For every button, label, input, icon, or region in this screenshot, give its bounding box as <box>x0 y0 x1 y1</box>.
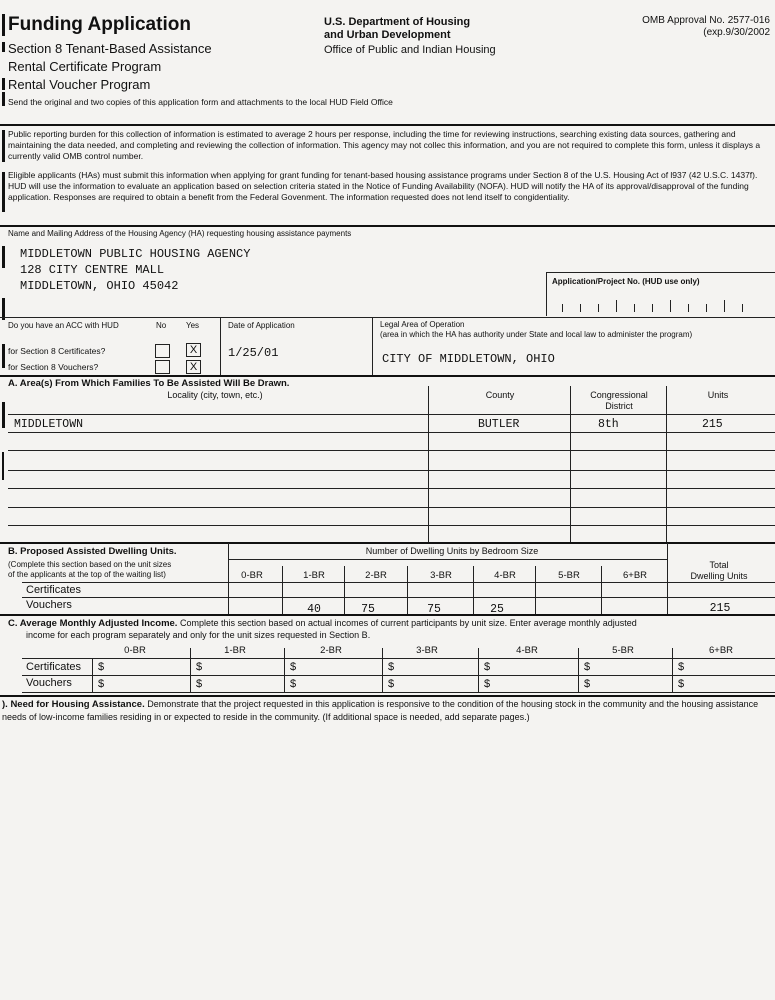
row-line <box>22 582 775 583</box>
vouchers-yes-checkbox[interactable]: X <box>186 360 201 374</box>
eligibility-statement: Eligible applicants (HAs) must submit this information when applying for grant funding for tenant-based housing assistance programs under Section 8 of the U.S. Housing Act of l937 (42 U.S.C. 1437f). HUD will use the information to evaluate an application based on selection criteria stated in the Notice of Funding Availability (NOFA). HUD will notify the HA of its approval/disapproval of the funding application. Responses are required to obtain a benefit from the Federal Govenment. The information requested does not lend itself to congidentiality. <box>8 170 758 202</box>
date-label: Date of Application <box>228 321 295 330</box>
column-divider <box>372 317 373 375</box>
row-line <box>8 432 775 433</box>
column-divider <box>382 648 383 692</box>
b-col-6br: 6+BR <box>622 570 648 581</box>
column-divider <box>407 566 408 614</box>
c-row-certificates: Certificates <box>26 661 82 673</box>
divider <box>0 317 775 318</box>
b-row-certificates: Certificates <box>26 584 82 596</box>
column-divider <box>473 566 474 614</box>
margin-mark <box>2 344 5 368</box>
acc-yes-label: Yes <box>186 321 200 330</box>
row-line <box>22 658 775 659</box>
vouchers-3br[interactable]: 75 <box>427 603 441 616</box>
divider <box>0 225 775 227</box>
column-divider <box>428 386 429 542</box>
locality-header: Locality (city, town, etc.) <box>167 390 263 400</box>
certificates-yes-checkbox[interactable]: X <box>186 343 201 357</box>
row-line <box>22 597 775 598</box>
dwelling-units-header: Number of Dwelling Units by Bedroom Size <box>365 546 539 556</box>
column-divider <box>190 648 191 692</box>
c-cert-6br-currency: $ <box>678 661 685 673</box>
column-divider <box>535 566 536 614</box>
agency-city-state-zip: MIDDLETOWN, OHIO 45042 <box>20 279 179 293</box>
row-line <box>8 470 775 471</box>
b-col-2br: 2-BR <box>365 570 387 581</box>
project-box-border <box>546 272 547 316</box>
vouchers-1br[interactable]: 40 <box>307 603 321 616</box>
margin-mark <box>2 130 5 162</box>
c-vouch-0br-currency: $ <box>98 678 105 690</box>
b-col-3br: 3-BR <box>430 570 452 581</box>
b-row-vouchers: Vouchers <box>26 599 72 611</box>
office-name: Office of Public and Indian Housing <box>324 44 496 56</box>
agency-label: Name and Mailing Address of the Housing Agency (HA) requesting housing assistance payments <box>8 229 352 238</box>
c-cert-0br-currency: $ <box>98 661 105 673</box>
c-col-4br: 4-BR <box>516 645 538 656</box>
c-cert-1br-currency: $ <box>196 661 203 673</box>
b-col-5br: 5-BR <box>558 570 580 581</box>
units-header: Units <box>707 390 729 400</box>
subtitle-line-2: Rental Certificate Program <box>8 59 162 74</box>
omb-approval: OMB Approval No. 2577-016 (exp.9/30/2002 <box>642 15 770 38</box>
agency-name: MIDDLETOWN PUBLIC HOUSING AGENCY <box>20 247 251 261</box>
c-vouch-1br-currency: $ <box>196 678 203 690</box>
c-col-6br: 6+BR <box>708 645 734 656</box>
column-divider <box>220 317 221 375</box>
c-vouch-5br-currency: $ <box>584 678 591 690</box>
district-cell[interactable]: 8th <box>598 418 619 431</box>
c-cert-2br-currency: $ <box>290 661 297 673</box>
program-subtitle <box>8 40 212 94</box>
c-col-5br: 5-BR <box>612 645 634 656</box>
units-cell[interactable]: 215 <box>702 418 723 431</box>
section-c-description: C. Average Monthly Adjusted Income. Complete this section based on actual incomes of current participants by unit size. Enter average monthly adjusted <box>8 618 637 629</box>
c-vouch-3br-currency: $ <box>388 678 395 690</box>
column-divider <box>92 658 93 692</box>
row-line <box>22 692 775 693</box>
vouchers-total[interactable]: 215 <box>709 602 731 615</box>
margin-mark <box>2 78 5 90</box>
divider <box>0 542 775 544</box>
c-cert-3br-currency: $ <box>388 661 395 673</box>
b-col-0br: 0-BR <box>241 570 263 581</box>
c-col-2br: 2-BR <box>320 645 342 656</box>
agency-address <box>20 246 250 294</box>
c-cert-4br-currency: $ <box>484 661 491 673</box>
section-c-title: C. Average Monthly Adjusted Income. <box>8 618 178 629</box>
acc-no-label: No <box>156 321 167 330</box>
column-divider <box>601 566 602 614</box>
margin-mark <box>2 14 5 36</box>
district-header: Congressional District <box>590 390 648 411</box>
c-vouch-4br-currency: $ <box>484 678 491 690</box>
subtitle-line-3: Rental Voucher Program <box>8 77 151 92</box>
divider <box>0 375 775 377</box>
subtitle-line-1: Section 8 Tenant-Based Assistance <box>8 41 212 56</box>
certificates-question: for Section 8 Certificates? <box>8 346 106 356</box>
county-header: County <box>485 390 515 400</box>
row-line <box>8 507 775 508</box>
legal-area-value[interactable]: CITY OF MIDDLETOWN, OHIO <box>382 352 555 366</box>
c-row-vouchers: Vouchers <box>26 677 72 689</box>
acc-label: Do you have an ACC with HUD <box>8 321 119 330</box>
project-number-label: Application/Project No. (HUD use only) <box>552 277 700 286</box>
section-c-description-2: income for each program separately and only for the unit sizes requested in Section B. <box>26 630 371 640</box>
section-d-response-area[interactable] <box>10 730 765 990</box>
c-col-0br: 0-BR <box>124 645 146 656</box>
section-b-note: (Complete this section based on the unit sizes of the applicants at the top of the waiting list) <box>8 560 172 579</box>
vouchers-question: for Section 8 Vouchers? <box>8 362 99 372</box>
margin-mark <box>2 172 5 212</box>
locality-cell[interactable]: MIDDLETOWN <box>14 418 84 431</box>
column-divider <box>344 566 345 614</box>
column-divider <box>570 386 571 542</box>
certificates-no-checkbox[interactable] <box>155 344 170 358</box>
row-line <box>8 525 775 526</box>
county-cell[interactable]: BUTLER <box>478 418 520 431</box>
column-divider <box>667 543 668 614</box>
c-vouch-6br-currency: $ <box>678 678 685 690</box>
margin-mark <box>2 402 5 428</box>
b-col-1br: 1-BR <box>303 570 325 581</box>
c-cert-5br-currency: $ <box>584 661 591 673</box>
row-line <box>8 414 775 415</box>
section-a-title: A. Area(s) From Which Families To Be Assisted Will Be Drawn. <box>8 378 290 389</box>
section-d-description: ). Need for Housing Assistance. Demonstrate that the project requested in this application is responsive to the condition of the housing stock in the community and the housing assistance needs of low-income families residing in or expected to reside in the community. (If additional space is needed, add separate pages.) <box>2 699 759 722</box>
burden-statement: Public reporting burden for this collection of information is estimated to average 2 hours per response, including the time for reviewing instructions, searching existing data sources, gathering and maintaining the data needed, and completing and reviewing the collection of information. This agency may not collec this information, and you are not required to complete this form, unless it displays a currently valid OMB control number. <box>8 129 761 161</box>
send-instructions: Send the original and two copies of this application form and attachments to the local HUD Field Office <box>8 97 393 107</box>
b-col-total: Total Dwelling Units <box>690 560 748 581</box>
margin-mark <box>2 42 5 52</box>
form-title: Funding Application <box>8 14 191 35</box>
legal-area-label: Legal Area of Operation <box>380 320 465 329</box>
column-divider <box>666 386 667 542</box>
divider <box>0 614 775 616</box>
section-b-title: B. Proposed Assisted Dwelling Units. <box>8 546 177 557</box>
column-divider <box>478 648 479 692</box>
row-line <box>22 675 775 676</box>
divider <box>0 124 775 126</box>
column-divider <box>284 648 285 692</box>
margin-mark <box>2 246 5 268</box>
c-vouch-2br-currency: $ <box>290 678 297 690</box>
header-line <box>228 559 668 560</box>
c-col-3br: 3-BR <box>416 645 438 656</box>
b-col-4br: 4-BR <box>494 570 516 581</box>
project-box-border <box>546 272 775 273</box>
row-line <box>8 488 775 489</box>
margin-mark <box>2 452 4 480</box>
c-col-1br: 1-BR <box>224 645 246 656</box>
vouchers-2br[interactable]: 75 <box>361 603 375 616</box>
department-name: U.S. Department of Housing and Urban Development <box>324 16 471 41</box>
legal-area-sublabel: (area in which the HA has authority under State and local law to administer the program) <box>380 330 693 339</box>
column-divider <box>282 566 283 614</box>
project-number-field <box>562 300 762 312</box>
margin-mark <box>2 92 5 106</box>
section-d-title: ). Need for Housing Assistance. <box>2 699 145 710</box>
row-line <box>8 450 775 451</box>
divider <box>0 695 775 697</box>
column-divider <box>228 543 229 614</box>
date-of-application[interactable]: 1/25/01 <box>228 346 279 360</box>
vouchers-4br[interactable]: 25 <box>490 603 504 616</box>
column-divider <box>578 648 579 692</box>
vouchers-no-checkbox[interactable] <box>155 360 170 374</box>
agency-street: 128 CITY CENTRE MALL <box>20 263 165 277</box>
column-divider <box>672 648 673 692</box>
